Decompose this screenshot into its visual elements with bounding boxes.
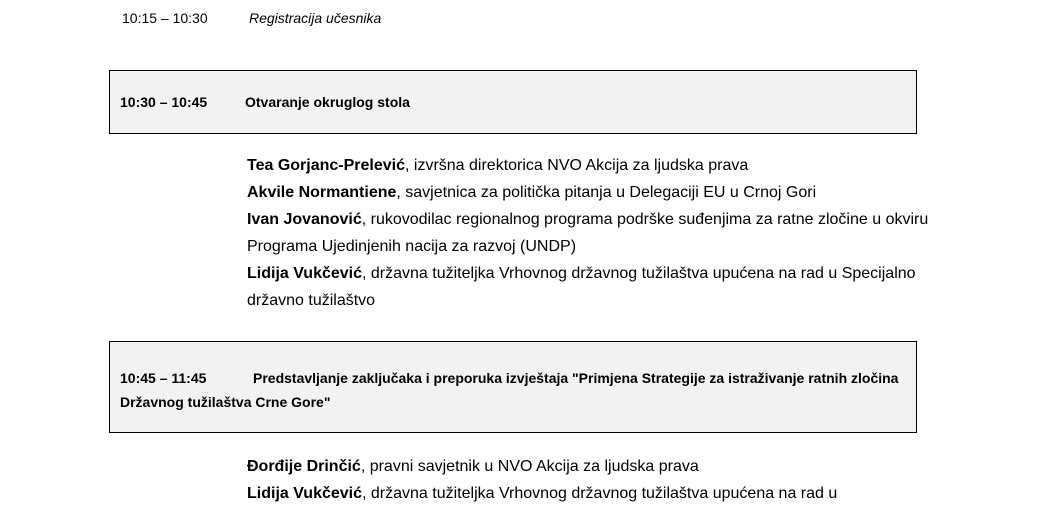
session-opening-box [109,70,917,134]
speaker-item [247,260,947,314]
speaker-item [247,206,947,260]
speaker-name: Lidija Vukčević [247,485,363,502]
registration-time: 10:15 – 10:30 [122,10,208,26]
speaker-name: Lidija Vukčević [247,265,363,282]
session-opening-title: Otvaranje okruglog stola [245,94,410,110]
session-report-time: 10:45 – 11:45 [120,370,207,386]
speaker-name: Tea Gorjanc-Prelević [247,157,405,174]
speaker-item [247,480,947,507]
session-opening-speakers [247,152,947,314]
speaker-name: Ivan Jovanović [247,211,362,228]
session-opening-time: 10:30 – 10:45 [120,94,208,110]
session-opening-heading [120,93,410,111]
registration-row [122,9,381,27]
session-report-box [109,341,917,433]
speaker-item [247,453,947,480]
speaker-role: , državna tužiteljka Vrhovnog državnog tužilaštva upućena na rad u [362,485,838,502]
speaker-role: , pravni savjetnik u NVO Akcija za ljudska prava [360,458,699,475]
speaker-item [247,152,947,179]
speaker-name: Akvile Normantiene [247,184,397,201]
speaker-role: , izvršna direktorica NVO Akcija za ljudska prava [405,157,749,174]
registration-title: Registracija učesnika [249,10,382,26]
speaker-item [247,179,947,206]
speaker-role: , savjetnica za politička pitanja u Delegaciji EU u Crnoj Gori [396,184,817,201]
speaker-name: Đorđije Drinčić [247,458,361,475]
session-report-speakers [247,453,947,507]
speaker-role: , državna tužiteljka Vrhovnog državnog tužilaštva upućena na rad u Specijalno državno tužilaštvo [247,265,916,309]
session-report-heading [120,366,910,414]
speaker-role: , rukovodilac regionalnog programa podrške suđenjima za ratne zločine u okviru Programa Ujedinjenih nacija za razvoj (UNDP) [247,211,929,255]
session-report-title: Predstavljanje zaključaka i preporuka izvještaja "Primjena Strategije za istraživanje ratnih zločina Državnog tužilaštva Crne Gore" [120,370,899,410]
